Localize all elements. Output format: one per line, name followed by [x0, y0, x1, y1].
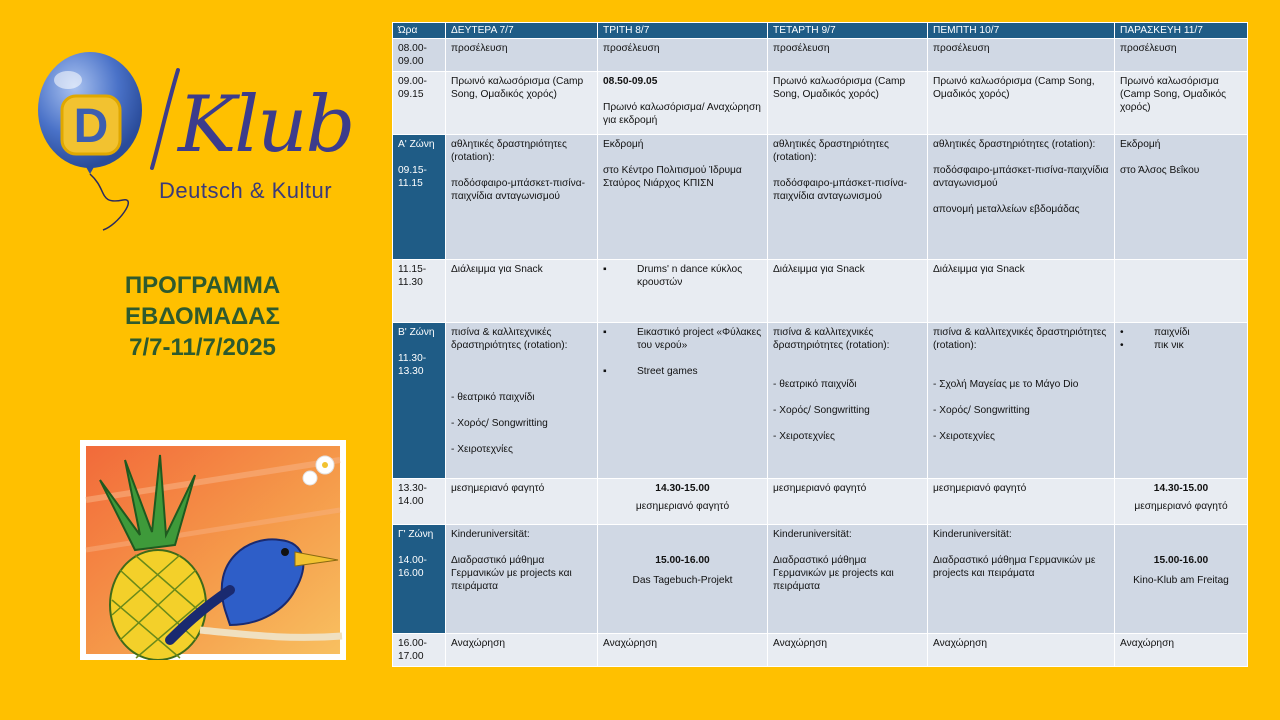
- activity-text: Διαδραστικό μάθημα Γερμανικών με projects και πειράματα: [773, 555, 894, 592]
- cell-monday: μεσημεριανό φαγητό: [446, 479, 598, 525]
- cell-thursday: [928, 323, 1115, 479]
- activity-text: - Χειροτεχνίες: [451, 444, 513, 455]
- activity-text: ποδόσφαιρο-μπάσκετ-πισίνα-παιχνίδια ανταγωνισμού: [451, 178, 585, 202]
- tuesday-time: 15.00-16.00: [655, 555, 710, 566]
- time-cell: 11.15-11.30: [393, 260, 446, 323]
- activity-text: αθλητικές δραστηριότητες (rotation):: [451, 139, 567, 163]
- table-row: [393, 39, 1248, 72]
- time-cell: [393, 323, 446, 479]
- cell-monday: [446, 323, 598, 479]
- friday-time: 14.30-15.00: [1153, 483, 1209, 494]
- time-cell: [393, 135, 446, 260]
- bullet-item: • παιχνίδι: [1120, 326, 1242, 339]
- activity-text: Kinderuniversität:: [773, 529, 852, 540]
- tuesday-activity: Πρωινό καλωσόρισμα/ Αναχώρηση για εκδρομή: [603, 102, 761, 126]
- cell-monday: [446, 525, 598, 634]
- cell-friday: [1115, 135, 1248, 260]
- cell-tuesday: [598, 135, 768, 260]
- cell-thursday: [928, 135, 1115, 260]
- activity-text: Das Tagebuch-Projekt: [632, 575, 733, 586]
- zone-time: 11.30-13.30: [398, 353, 427, 377]
- table-row: [393, 525, 1248, 634]
- cell-thursday: Αναχώρηση: [928, 634, 1115, 667]
- cell-tuesday: Αναχώρηση: [598, 634, 768, 667]
- bullet-item: • πικ νικ: [1120, 339, 1242, 352]
- cell-tuesday: [598, 260, 768, 323]
- cell-thursday: Διάλειμμα για Snack: [928, 260, 1115, 323]
- cell-thursday: προσέλευση: [928, 39, 1115, 72]
- cell-thursday: μεσημεριανό φαγητό: [928, 479, 1115, 525]
- activity-text: μεσημεριανό φαγητό: [635, 501, 730, 512]
- cell-thursday: Πρωινό καλωσόρισμα (Camp Song, Ομαδικός χορός): [928, 72, 1115, 135]
- activity-text: Διαδραστικό μάθημα Γερμανικών με projects και πειράματα: [933, 555, 1096, 579]
- activity-text: ποδόσφαιρο-μπάσκετ-πισίνα-παιχνίδια ανταγωνισμού: [773, 178, 907, 202]
- activity-text: πισίνα & καλλιτεχνικές δραστηριότητες (rotation):: [933, 327, 1107, 351]
- activity-text: στο Κέντρο Πολιτισμού Ίδρυμα Σταύρος Νιάρχος ΚΠΙΣΝ: [603, 165, 742, 189]
- header-friday: ΠΑΡΑΣΚΕΥΗ 11/7: [1115, 23, 1248, 39]
- bullet-item: ▪ Street games: [603, 365, 762, 378]
- pineapple-bird-icon: [80, 440, 346, 660]
- zone-label: Β' Ζώνη: [398, 327, 435, 338]
- header-thursday: ΠΕΜΠΤΗ 10/7: [928, 23, 1115, 39]
- cell-friday: [1115, 479, 1248, 525]
- time-cell: 13.30-14.00: [393, 479, 446, 525]
- zone-time: 09.15-11.15: [398, 165, 427, 189]
- logo: [28, 40, 378, 240]
- activity-text: - Χορός/ Songwritting: [451, 418, 548, 429]
- activity-text: απονομή μεταλλείων εβδομάδας: [933, 204, 1080, 215]
- time-cell: 16.00-17.00: [393, 634, 446, 667]
- cell-wednesday: [768, 135, 928, 260]
- activity-text: - Χειροτεχνίες: [933, 431, 995, 442]
- activity-text: Εκδρομή: [603, 139, 644, 150]
- cell-tuesday: [598, 479, 768, 525]
- time-cell: 08.00-09.00: [393, 39, 446, 72]
- cell-wednesday: προσέλευση: [768, 39, 928, 72]
- title-line-3: 7/7-11/7/2025: [129, 334, 276, 361]
- activity-text: Kinderuniversität:: [933, 529, 1012, 540]
- bullet-item: ▪ Εικαστικό project «Φύλακες του νερού»: [603, 326, 762, 352]
- cell-tuesday: προσέλευση: [598, 39, 768, 72]
- activity-text: ποδόσφαιρο-μπάσκετ-πισίνα-παιχνίδια ανταγωνισμού: [933, 165, 1109, 189]
- table-row: [393, 634, 1248, 667]
- activity-text: πισίνα & καλλιτεχνικές δραστηριότητες (rotation):: [773, 327, 890, 351]
- activity-text: μεσημεριανό φαγητό: [1134, 501, 1228, 512]
- table-row: [393, 323, 1248, 479]
- cell-tuesday: [598, 323, 768, 479]
- activity-text: Εκδρομή: [1120, 139, 1161, 150]
- header-monday: ΔΕΥΤΕΡΑ 7/7: [446, 23, 598, 39]
- bullet-item: ▪ Drums' n dance κύκλος κρουστών: [603, 263, 762, 289]
- cell-friday: Αναχώρηση: [1115, 634, 1248, 667]
- cell-thursday: [928, 525, 1115, 634]
- activity-text: στο Άλσος Βεΐκου: [1120, 165, 1200, 176]
- weekly-schedule-table: [392, 22, 1248, 667]
- tuesday-time: 14.30-15.00: [655, 483, 710, 494]
- time-cell: 09.00-09.15: [393, 72, 446, 135]
- table-row: [393, 260, 1248, 323]
- cell-friday: προσέλευση: [1115, 39, 1248, 72]
- activity-text: Kinderuniversität:: [451, 529, 530, 540]
- cell-wednesday: Πρωινό καλωσόρισμα (Camp Song, Ομαδικός χορός): [768, 72, 928, 135]
- header-wednesday: ΤΕΤΑΡΤΗ 9/7: [768, 23, 928, 39]
- table-row: [393, 479, 1248, 525]
- cell-monday: προσέλευση: [446, 39, 598, 72]
- friday-time: 15.00-16.00: [1153, 555, 1209, 566]
- cell-monday: [446, 135, 598, 260]
- activity-text: αθλητικές δραστηριότητες (rotation):: [773, 139, 889, 163]
- cell-friday: Πρωινό καλωσόρισμα (Camp Song, Ομαδικός χορός): [1115, 72, 1248, 135]
- cell-friday: [1115, 260, 1248, 323]
- activity-text: πισίνα & καλλιτεχνικές δραστηριότητες (rotation):: [451, 327, 568, 351]
- header-time: Ώρα: [393, 23, 446, 39]
- activity-text: - Χορός/ Songwritting: [933, 405, 1030, 416]
- page-title: [95, 270, 310, 363]
- cell-wednesday: [768, 525, 928, 634]
- title-line-2: ΕΒΔΟΜΑΔΑΣ: [125, 303, 280, 330]
- svg-text:D: D: [73, 100, 109, 153]
- logo-tagline: Deutsch & Kultur: [159, 178, 333, 203]
- table-header-row: [393, 23, 1248, 39]
- activity-text: - θεατρικό παιχνίδι: [773, 379, 857, 390]
- cell-friday: [1115, 323, 1248, 479]
- activity-text: - Χορός/ Songwritting: [773, 405, 870, 416]
- cell-monday: Διάλειμμα για Snack: [446, 260, 598, 323]
- tuesday-time: 08.50-09.05: [603, 76, 658, 87]
- time-cell: [393, 525, 446, 634]
- title-line-1: ΠΡΟΓΡΑΜΜΑ: [124, 272, 281, 299]
- cell-wednesday: Αναχώρηση: [768, 634, 928, 667]
- logo-wordmark: Klub: [178, 80, 354, 170]
- cell-wednesday: [768, 323, 928, 479]
- cell-tuesday: [598, 525, 768, 634]
- cell-wednesday: Διάλειμμα για Snack: [768, 260, 928, 323]
- table-row: [393, 135, 1248, 260]
- activity-text: Kino-Klub am Freitag: [1133, 575, 1229, 586]
- cell-monday: Αναχώρηση: [446, 634, 598, 667]
- header-tuesday: ΤΡΙΤΗ 8/7: [598, 23, 768, 39]
- activity-text: αθλητικές δραστηριότητες (rotation):: [933, 139, 1096, 150]
- cell-wednesday: μεσημεριανό φαγητό: [768, 479, 928, 525]
- activity-text: - θεατρικό παιχνίδι: [451, 392, 535, 403]
- cell-monday: Πρωινό καλωσόρισμα (Camp Song, Ομαδικός χορός): [446, 72, 598, 135]
- zone-label: Γ' Ζώνη: [398, 529, 434, 540]
- activity-text: Διαδραστικό μάθημα Γερμανικών με projects και πειράματα: [451, 555, 572, 592]
- activity-text: - Χειροτεχνίες: [773, 431, 835, 442]
- activity-text: - Σχολή Μαγείας με το Μάγο Dio: [933, 379, 1079, 390]
- cell-tuesday: [598, 72, 768, 135]
- pineapple-bird-illustration: [80, 440, 346, 660]
- zone-time: 14.00-16.00: [398, 555, 427, 579]
- cell-friday: [1115, 525, 1248, 634]
- table-row: [393, 72, 1248, 135]
- zone-label: Α' Ζώνη: [398, 139, 435, 150]
